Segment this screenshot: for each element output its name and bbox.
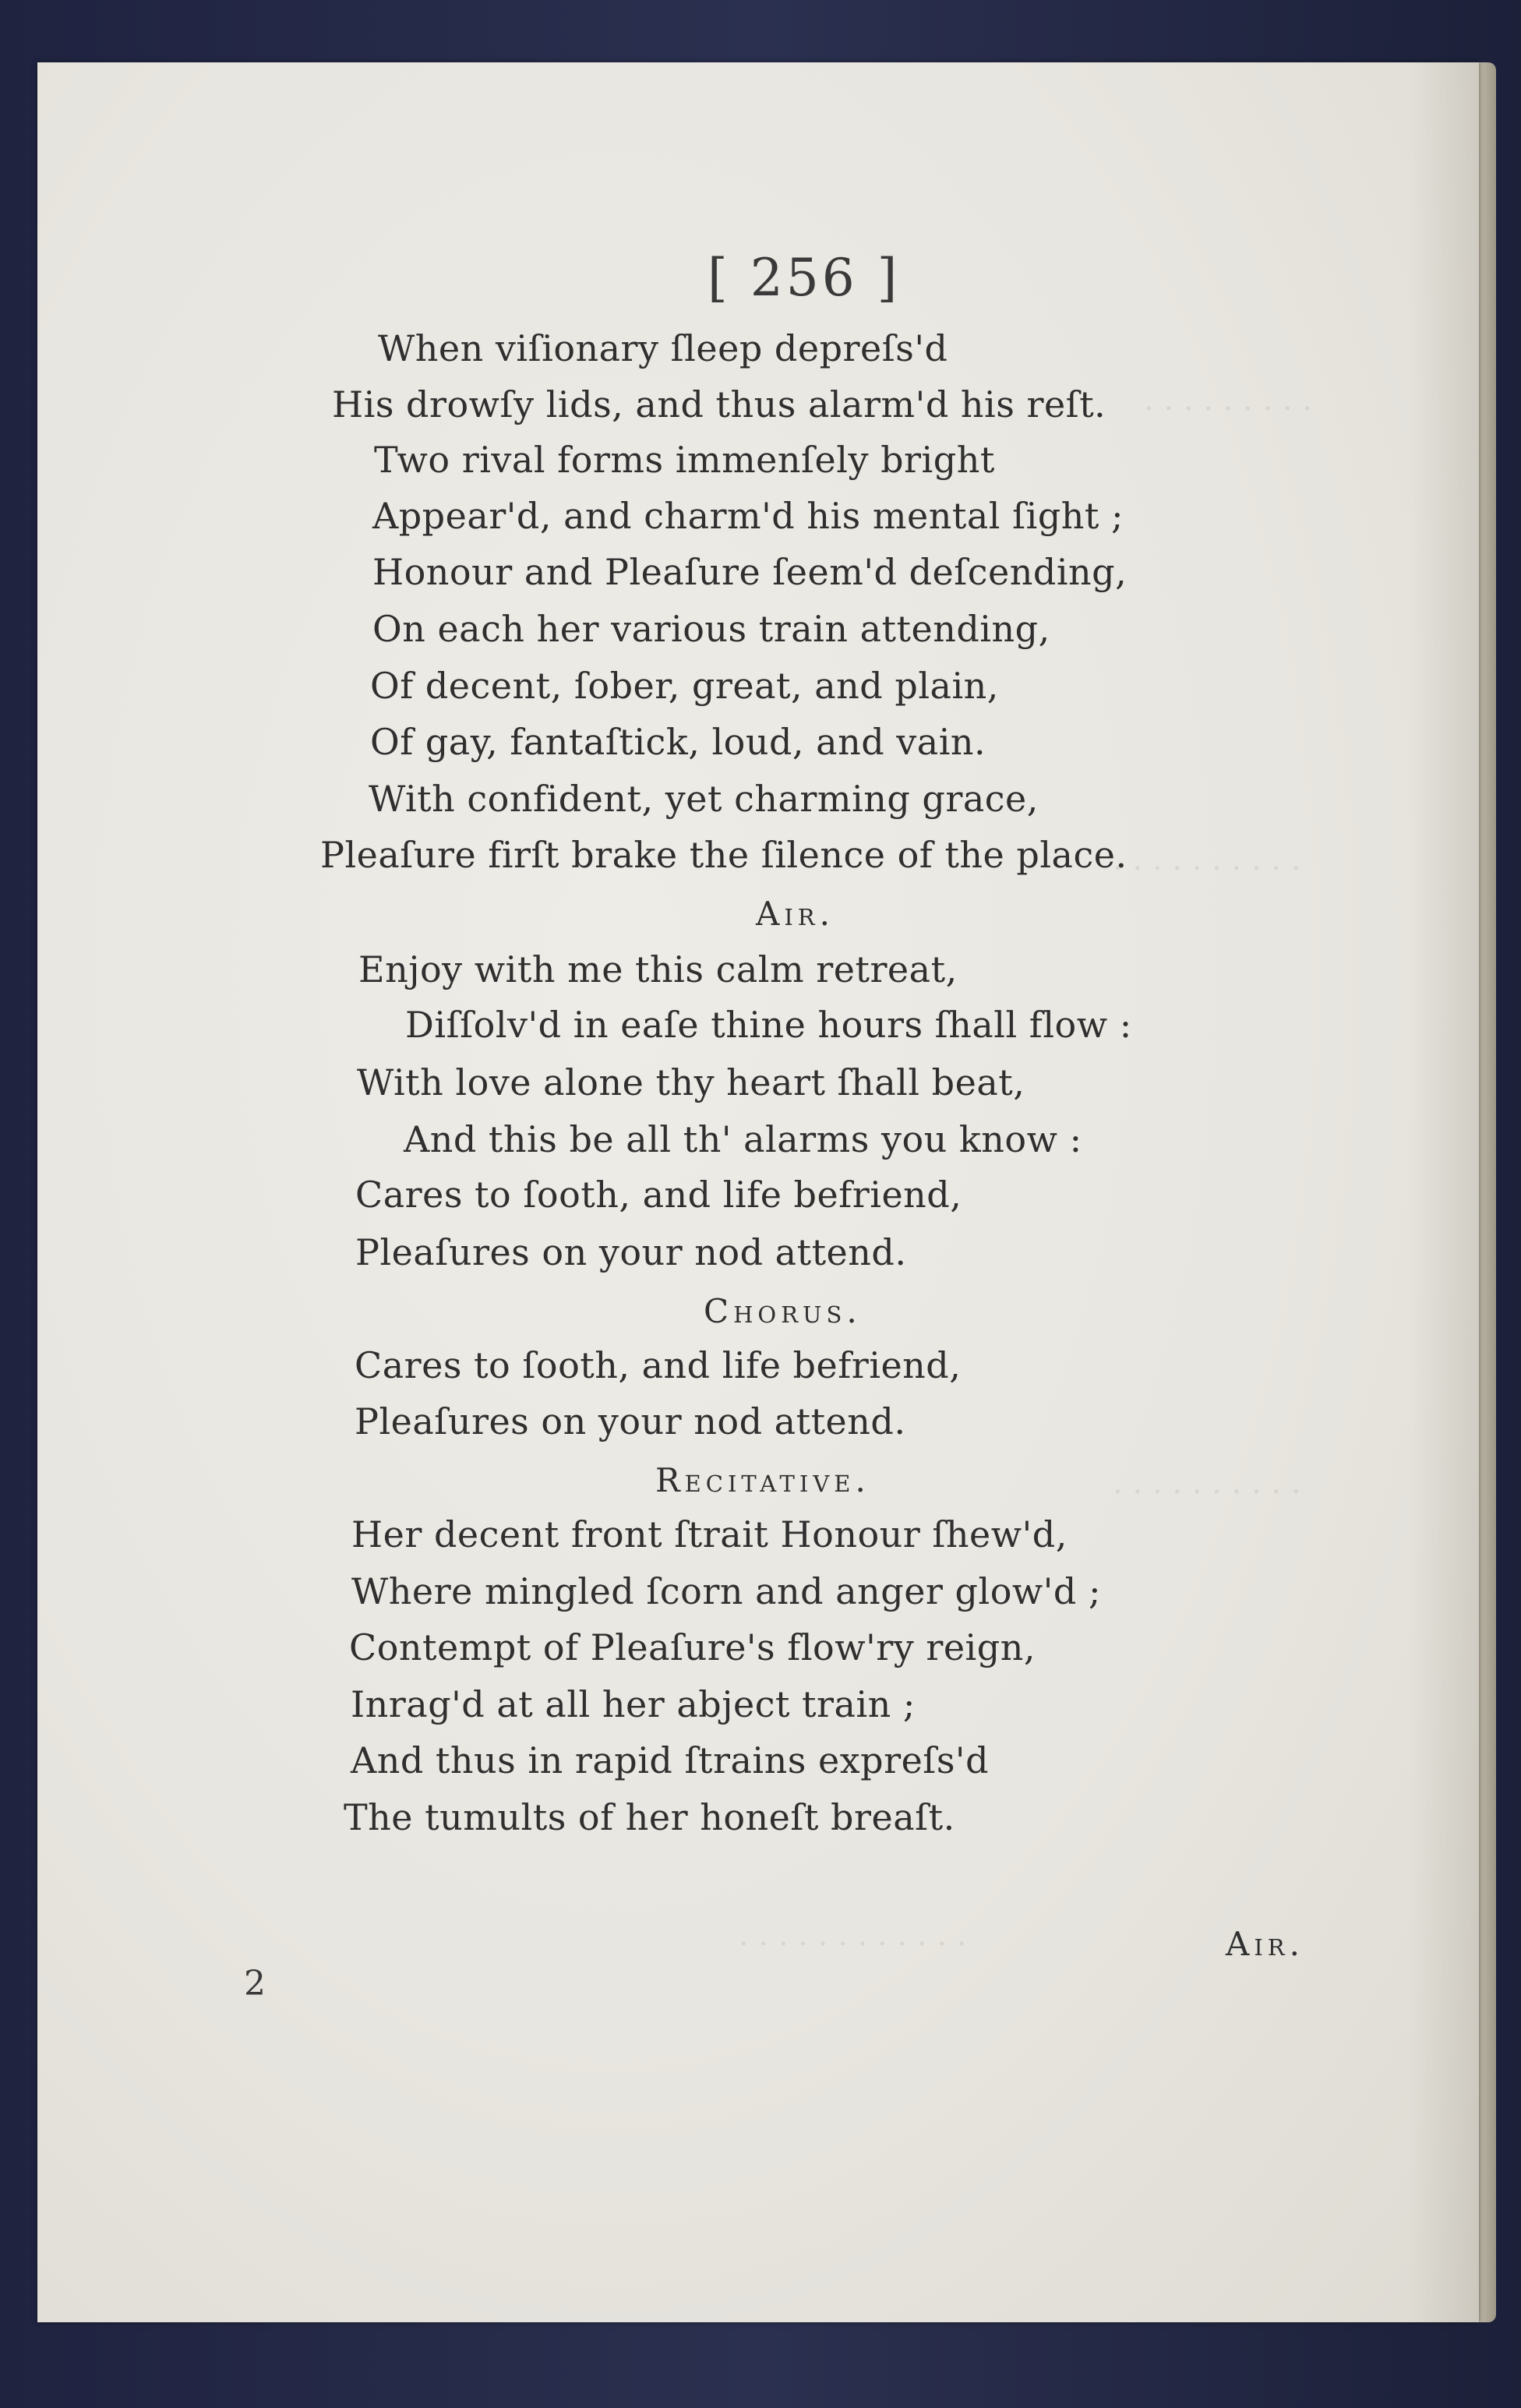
verse-line: With love alone thy heart ſhall beat, <box>357 1061 1025 1103</box>
show-through-text: . . . . . . . . . . . . <box>739 1917 967 1953</box>
book-page <box>37 62 1479 2322</box>
verse-line: Contempt of Pleaſure's flow'ry reign, <box>349 1626 1036 1668</box>
show-through-text: . . . . . . . . . . <box>1113 842 1301 877</box>
verse-line: Her decent front ſtrait Honour ſhew'd, <box>351 1513 1068 1555</box>
verse-line: Pleaſure firſt brake the ſilence of the place. <box>320 834 1128 876</box>
verse-line: Honour and Pleaſure ſeem'd deſcending, <box>372 551 1128 593</box>
verse-line: Diſſolv'd in eaſe thine hours ſhall flow : <box>405 1004 1132 1046</box>
verse-line: And this be all th' alarms you know : <box>404 1118 1082 1160</box>
verse-line: Cares to ſooth, and life befriend, <box>355 1174 962 1216</box>
catchword: Air. <box>1226 1925 1304 1963</box>
verse-line: Where mingled ſcorn and anger glow'd ; <box>351 1570 1101 1612</box>
verse-line: Pleaſures on your nod attend. <box>355 1231 907 1273</box>
show-through-text: . . . . . . . . . <box>1144 382 1313 418</box>
verse-line: And thus in rapid ſtrains expreſs'd <box>351 1739 990 1781</box>
verse-line: Two rival forms immenſely bright <box>374 439 995 481</box>
verse-line: With confident, yet charming grace, <box>369 778 1039 820</box>
verse-line: The tumults of her honeſt breaſt. <box>344 1796 955 1838</box>
verse-line: On each her various train attending, <box>372 608 1050 650</box>
verse-line: His drowſy lids, and thus alarm'd his reſt. <box>332 383 1106 425</box>
verse-line: Appear'd, and charm'd his mental ſight ; <box>372 495 1124 537</box>
recitative-heading: Recitative. <box>655 1461 870 1499</box>
signature-mark: 2 <box>244 1964 266 2004</box>
verse-line: Enjoy with me this calm retreat, <box>358 948 958 990</box>
air-heading: Air. <box>756 895 835 933</box>
show-through-text: . . . . . . . . . . <box>1113 1465 1301 1501</box>
chorus-heading: Chorus. <box>704 1292 862 1330</box>
verse-line: Inrag'd at all her abject train ; <box>351 1683 916 1725</box>
verse-line: Cares to ſooth, and life befriend, <box>355 1344 962 1386</box>
verse-line: Of gay, fantaſtick, loud, and vain. <box>370 721 986 763</box>
verse-line: Pleaſures on your nod attend. <box>355 1400 906 1442</box>
verse-line: When viſionary ſleep depreſs'd <box>378 327 948 369</box>
page-number: [ 256 ] <box>708 248 901 308</box>
verse-line: Of decent, ſober, great, and plain, <box>370 665 999 707</box>
